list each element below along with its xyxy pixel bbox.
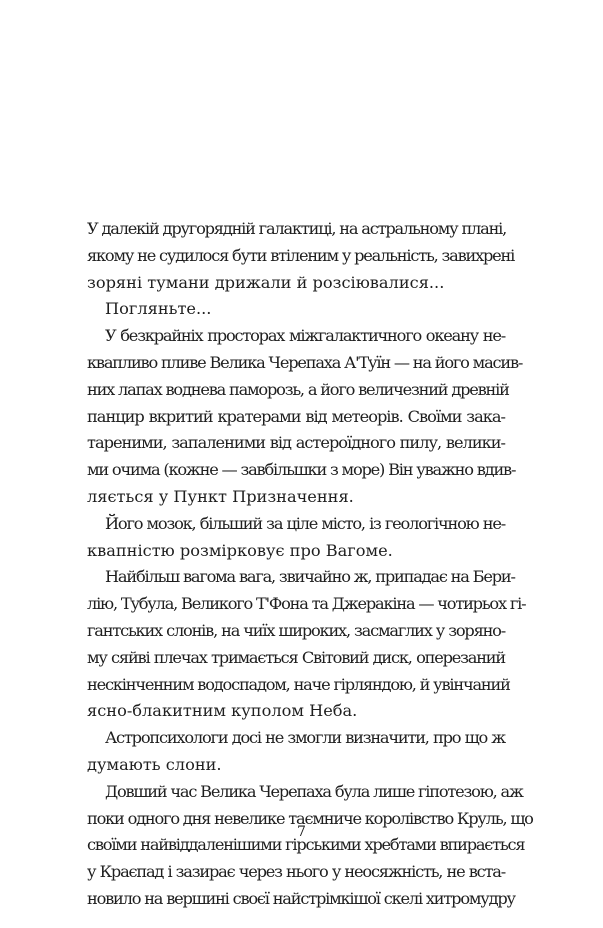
text-line: Довший час Велика Черепаха була лише гіпотезою, аж — [105, 781, 523, 801]
text-line: панцир вкритий кратерами від метеорів. Своїми зака- — [87, 406, 505, 426]
text-line: ляється у Пункт Призначення. — [87, 486, 354, 506]
text-line: Його мозок, більший за ціле місто, із геологічною не- — [105, 513, 505, 533]
text-line: зоряні тумани дрижали й розсіювалися... — [87, 272, 445, 292]
text-line: них лапах воднева паморозь, а його величезний древній — [87, 379, 509, 399]
text-line: тареними, запаленими від астероїдного пилу, велики- — [87, 433, 505, 453]
text-line: Погляньте... — [105, 299, 212, 319]
text-line: думають слони. — [87, 754, 222, 774]
text-line: своїми найвіддаленішими гірськими хребтами впирається — [87, 835, 525, 855]
text-line: поки одного дня невелике таємниче королівство Круль, що — [87, 808, 533, 828]
text-line: ми очима (кожне — завбільшки з море) Він уважно вдив- — [87, 460, 516, 480]
page-number: 7 — [297, 824, 306, 840]
body-text — [87, 216, 533, 913]
text-line: гантських слонів, на чиїх широких, засмаглих у зоряно- — [87, 620, 505, 640]
text-line: Астропсихологи досі не змогли визначити, про що ж — [105, 728, 505, 748]
text-line: якому не судилося бути втіленим у реальність, завихрені — [87, 245, 515, 265]
text-line: у Краєпад і зазирає через нього у неосяжність, не вста- — [87, 862, 505, 882]
text-line: ясно-блакитним куполом Неба. — [87, 701, 358, 721]
text-line: лію, Тубула, Великого Т'Фона та Джеракіна — чотирьох гі- — [87, 594, 526, 614]
text-line: нескінченним водоспадом, наче гірляндою, й увінчаний — [87, 674, 510, 694]
text-line: квапливо пливе Велика Черепаха А'Туїн — на його масив- — [87, 352, 523, 372]
text-line: му сяйві плечах тримається Світовий диск, оперезаний — [87, 647, 505, 667]
text-line: новило на вершині своєї найстрімкішої скелі хитромудру — [87, 888, 515, 908]
text-line: У безкрайніх просторах міжгалактичного океану не- — [105, 326, 505, 346]
text-line: У далекій другорядній галактиці, на астральному плані, — [87, 219, 507, 238]
text-line: квапністю розмірковує про Вагоме. — [87, 540, 393, 560]
text-line: Найбільш вагома вага, звичайно ж, припадає на Бери- — [105, 567, 515, 587]
